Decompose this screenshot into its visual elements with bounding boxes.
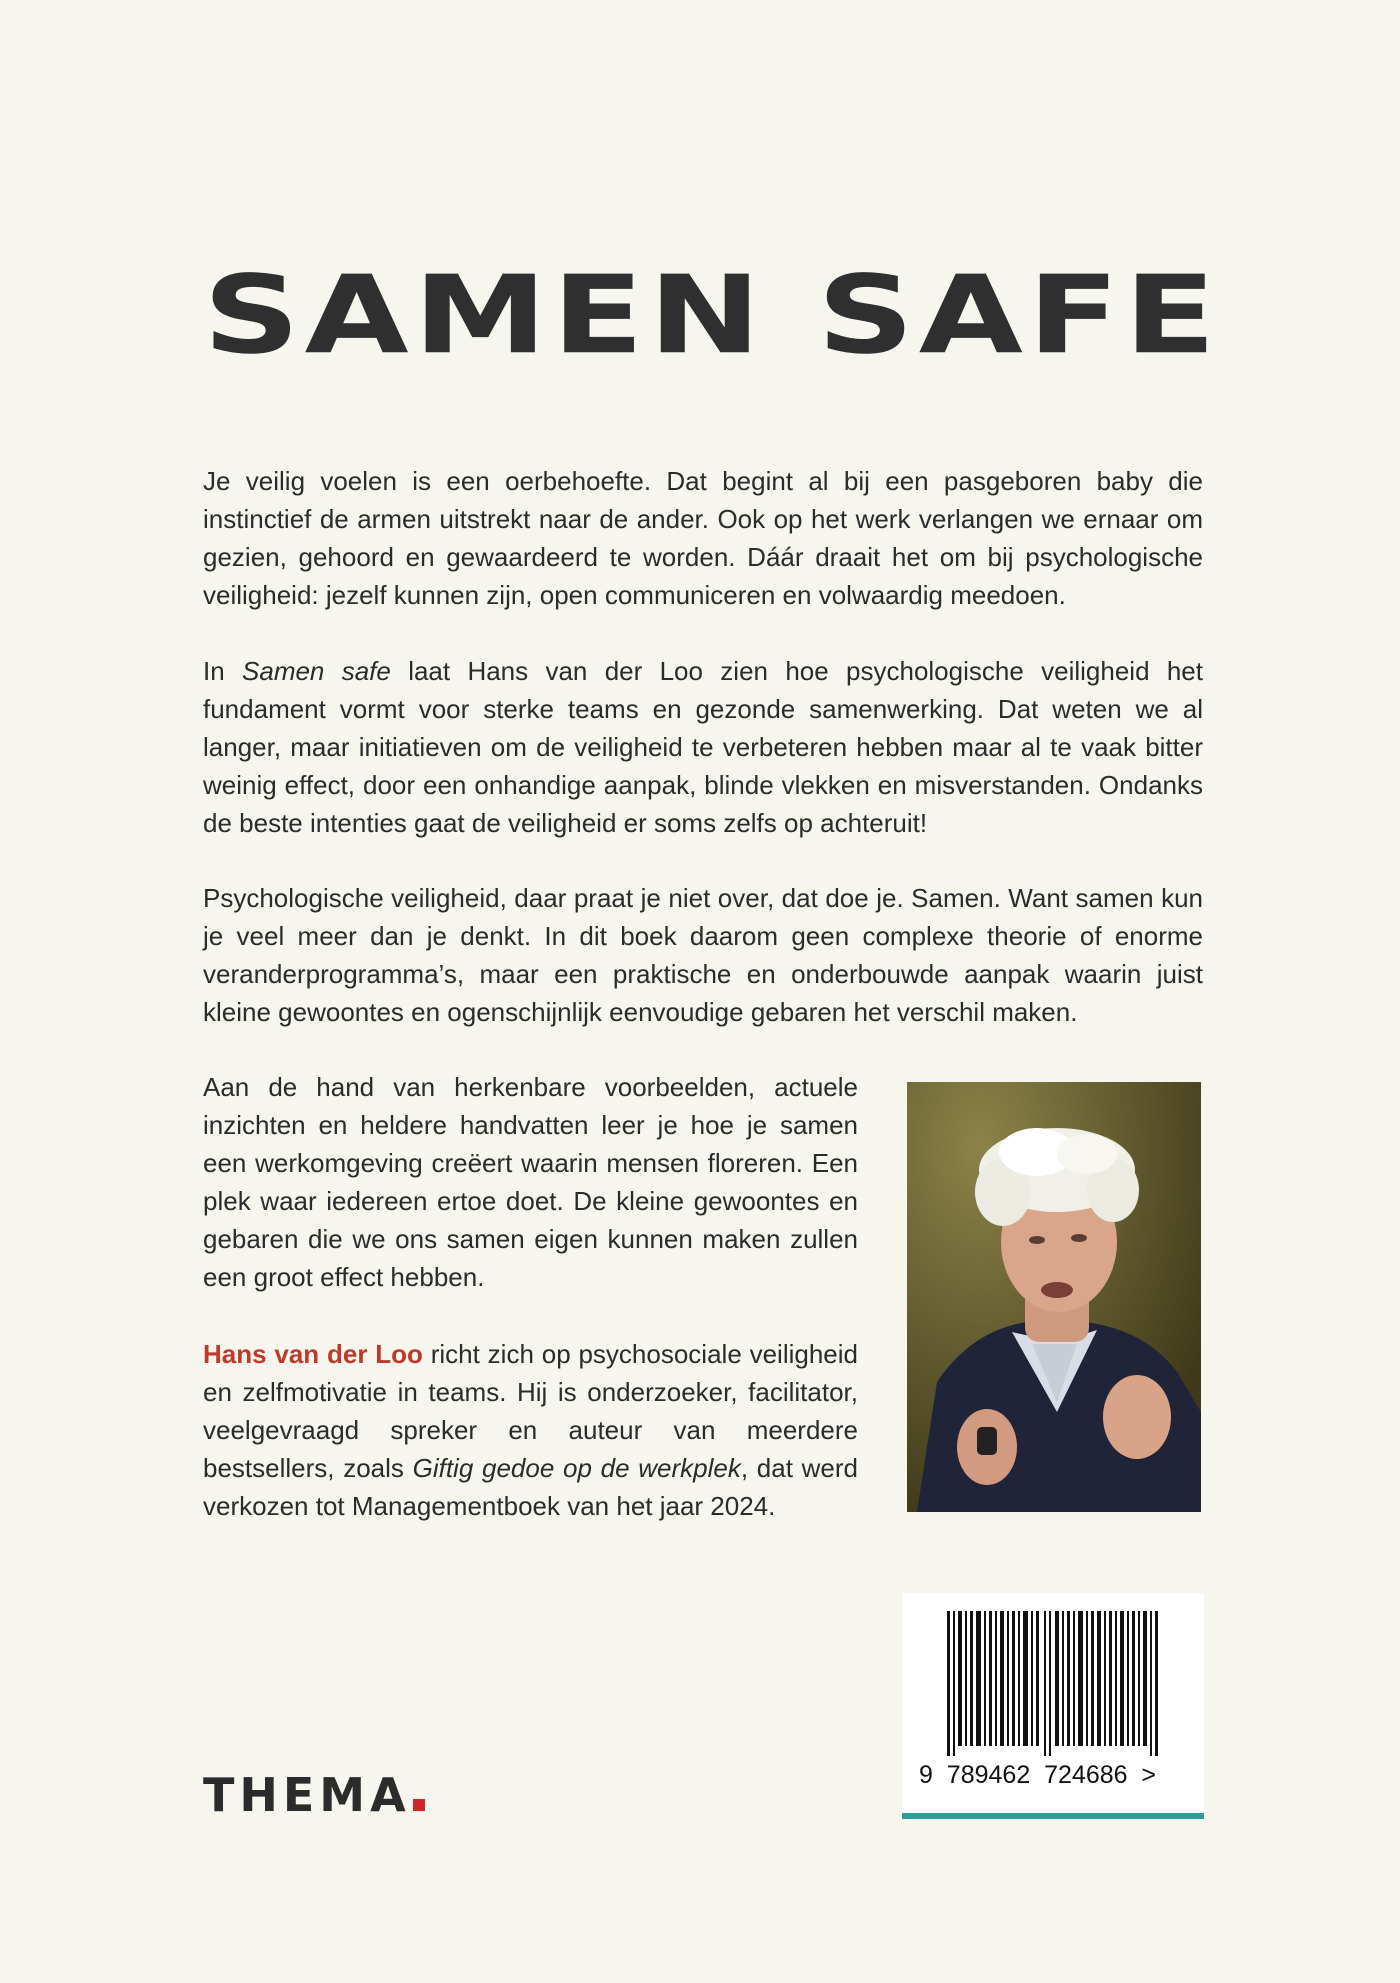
blurb-paragraph-2 bbox=[203, 652, 1203, 842]
blurb-paragraph-2-text: laat Hans van der Loo zien hoe psychologische veiligheid het fundament vormt voor sterke teams en gezonde samenwerking. Dat weten we al langer, maar initiatieven om de veiligheid te verbeteren hebben maar al te vaak bitter weinig effect, door een onhandige aanpak, blinde vlekken en misverstanden. Ondanks de beste intenties gaat de veiligheid er soms zelfs op achteruit! bbox=[203, 656, 1203, 838]
publisher-logo-text: THEMA bbox=[203, 1768, 411, 1822]
previous-book-title: Giftig gedoe op de werkplek bbox=[412, 1453, 741, 1483]
author-bio-text-2: , dat werd verkozen tot Managementboek van het jaar 2024. bbox=[203, 1453, 858, 1521]
barcode-bars bbox=[947, 1611, 1159, 1756]
book-title: SAMEN SAFE bbox=[203, 252, 1221, 379]
logo-dot bbox=[413, 1799, 425, 1811]
barcode-underline bbox=[902, 1813, 1204, 1819]
blurb-paragraph-1: Je veilig voelen is een oerbehoefte. Dat begint al bij een pasgeboren baby die instinctief de armen uitstrekt naar de ander. Ook op het werk verlangen we ernaar om gezien, gehoord en gewaardeerd te worden. Dáár draait het om bij psychologische veiligheid: jezelf kunnen zijn, open communiceren en volwaardig meedoen. bbox=[203, 466, 1203, 610]
publisher-logo bbox=[203, 1768, 425, 1822]
author-portrait-illustration bbox=[907, 1082, 1201, 1512]
blurb-paragraph-4: Aan de hand van herkenbare voorbeelden, actuele inzichten en heldere handvatten leer je hoe je samen een werkomgeving creëert waarin mensen floreren. Een plek waar iedereen ertoe doet. De kleine gewoontes en gebaren die we ons samen eigen kunnen maken zullen een groot effect hebben. bbox=[203, 1072, 858, 1292]
book-title-italic: Samen safe bbox=[242, 656, 391, 686]
isbn-digits: 9 789462 724686 > bbox=[919, 1761, 1157, 1789]
isbn-barcode bbox=[902, 1593, 1204, 1813]
author-photo bbox=[907, 1082, 1201, 1512]
author-name: Hans van der Loo bbox=[203, 1339, 423, 1369]
blurb-paragraph-3: Psychologische veiligheid, daar praat je niet over, dat doe je. Samen. Want samen kun je veel meer dan je denkt. In dit boek daarom geen complexe theorie of enorme veranderprogramma’s, maar een praktische en onderbouwde aanpak waarin juist kleine gewoontes en ogenschijnlijk eenvoudige gebaren het verschil maken. bbox=[203, 883, 1203, 1027]
blurb-paragraph-2-prefix: In bbox=[203, 656, 243, 686]
author-bio-text-1: richt zich op psychosociale veiligheid en zelfmotivatie in teams. Hij is onderzoeker, facilitator, veelgevraagd spreker en auteur van meerdere bestsellers, zoals bbox=[203, 1339, 858, 1483]
author-bio bbox=[203, 1335, 858, 1525]
